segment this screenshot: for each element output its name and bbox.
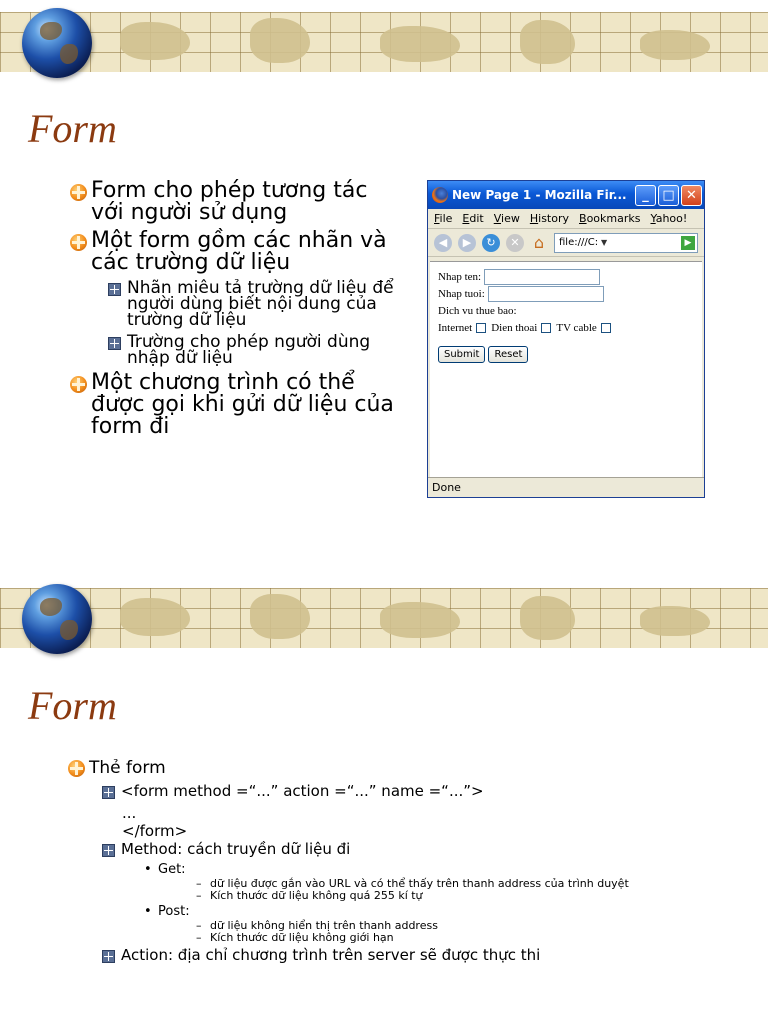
browser-titlebar xyxy=(428,181,704,209)
close-button[interactable]: ✕ xyxy=(681,185,702,206)
name-input[interactable] xyxy=(484,269,600,285)
menu-yahoo[interactable]: Yahoo! xyxy=(650,212,688,225)
reset-button[interactable]: Reset xyxy=(488,346,528,363)
age-input[interactable] xyxy=(488,286,604,302)
list-item: – dữ liệu được gắn vào URL và có thể thấy trên thanh address của trình duyệt xyxy=(196,877,629,890)
tag-close-text: </form> xyxy=(122,822,188,840)
list-item: Trường cho phép người dùng nhập dữ liệu xyxy=(108,334,400,366)
stop-icon[interactable]: ✕ xyxy=(506,234,524,252)
bullet-icon xyxy=(70,234,87,251)
age-row xyxy=(438,285,694,302)
menu-history[interactable]: History xyxy=(529,212,570,225)
back-icon[interactable]: ◀ xyxy=(434,234,452,252)
bullet-icon xyxy=(70,376,87,393)
list-item: – Kích thước dữ liệu không giới hạn xyxy=(196,931,394,944)
submit-button[interactable]: Submit xyxy=(438,346,485,363)
age-label: Nhap tuoi: xyxy=(438,287,485,300)
list-item: Một chương trình có thể được gọi khi gửi dữ liệu của form đi xyxy=(70,372,400,438)
list-item: – Kích thước dữ liệu không quá 255 kí tự xyxy=(196,889,423,902)
window-title: New Page 1 - Mozilla Fir... xyxy=(452,188,627,202)
options-row xyxy=(438,319,694,336)
go-icon[interactable]: ▶ xyxy=(681,236,695,250)
nav-toolbar xyxy=(428,229,704,257)
minimize-button[interactable]: _ xyxy=(635,185,656,206)
status-bar: Done xyxy=(428,477,704,497)
list-item: <form method =“...” action =“...” name =“...”> xyxy=(102,782,748,802)
world-map-banner xyxy=(0,12,768,72)
browser-window xyxy=(427,180,705,498)
page-content xyxy=(430,261,702,477)
list-item: Nhãn miêu tả trường dữ liệu để người dùng biết nội dung của trường dữ liệu xyxy=(108,280,400,328)
bullet-list xyxy=(68,758,748,968)
sub-bullet-icon xyxy=(108,337,121,350)
list-item: Action: địa chỉ chương trình trên server sẽ được thực thi xyxy=(102,946,748,966)
maximize-button[interactable]: □ xyxy=(658,185,679,206)
ellipsis-text: ... xyxy=(122,804,137,822)
menu-edit[interactable]: Edit xyxy=(462,212,484,225)
list-item: Form cho phép tương tác với người sử dụng xyxy=(70,180,400,224)
globe-icon xyxy=(22,584,92,654)
service-label: Dich vu thue bao: xyxy=(438,304,517,317)
option-internet-label: Internet xyxy=(438,321,473,334)
option-phone-label: Dien thoai xyxy=(491,321,538,334)
url-text: file:///C: xyxy=(559,237,599,248)
phone-checkbox[interactable] xyxy=(541,323,551,333)
bullet-list xyxy=(70,180,400,444)
bullet-icon xyxy=(68,760,85,777)
firefox-icon xyxy=(432,187,448,203)
list-item: • Post: xyxy=(144,904,190,919)
list-item: Thẻ form xyxy=(68,758,748,780)
reload-icon[interactable]: ↻ xyxy=(482,234,500,252)
option-tv-label: TV cable xyxy=(556,321,597,334)
address-bar[interactable] xyxy=(554,233,698,253)
service-row xyxy=(438,302,694,319)
name-label: Nhap ten: xyxy=(438,270,482,283)
tv-cable-checkbox[interactable] xyxy=(601,323,611,333)
menu-view[interactable]: View xyxy=(493,212,520,225)
slide-title: Form xyxy=(28,683,117,728)
menu-bar xyxy=(428,209,704,229)
slide-2 xyxy=(0,512,768,1024)
list-item: • Get: xyxy=(144,862,186,877)
home-icon[interactable]: ⌂ xyxy=(533,232,545,252)
name-row xyxy=(438,268,694,285)
menu-bookmarks[interactable]: Bookmarks xyxy=(579,212,641,225)
menu-file[interactable]: File xyxy=(434,212,453,225)
slide-title: Form xyxy=(28,106,117,151)
list-item: – dữ liệu không hiển thị trên thanh address xyxy=(196,919,438,932)
sub-bullet-icon xyxy=(102,786,115,799)
sub-bullet-icon xyxy=(102,950,115,963)
sub-bullet-icon xyxy=(102,844,115,857)
list-item: Một form gồm các nhãn và các trường dữ liệu xyxy=(70,230,400,274)
globe-icon xyxy=(22,8,92,78)
dropdown-icon[interactable]: ▼ xyxy=(600,238,608,247)
form-buttons xyxy=(438,346,694,363)
bullet-icon xyxy=(70,184,87,201)
internet-checkbox[interactable] xyxy=(476,323,486,333)
list-item: Method: cách truyền dữ liệu đi xyxy=(102,840,748,860)
world-map-banner xyxy=(0,588,768,648)
forward-icon[interactable]: ▶ xyxy=(458,234,476,252)
sub-bullet-icon xyxy=(108,283,121,296)
